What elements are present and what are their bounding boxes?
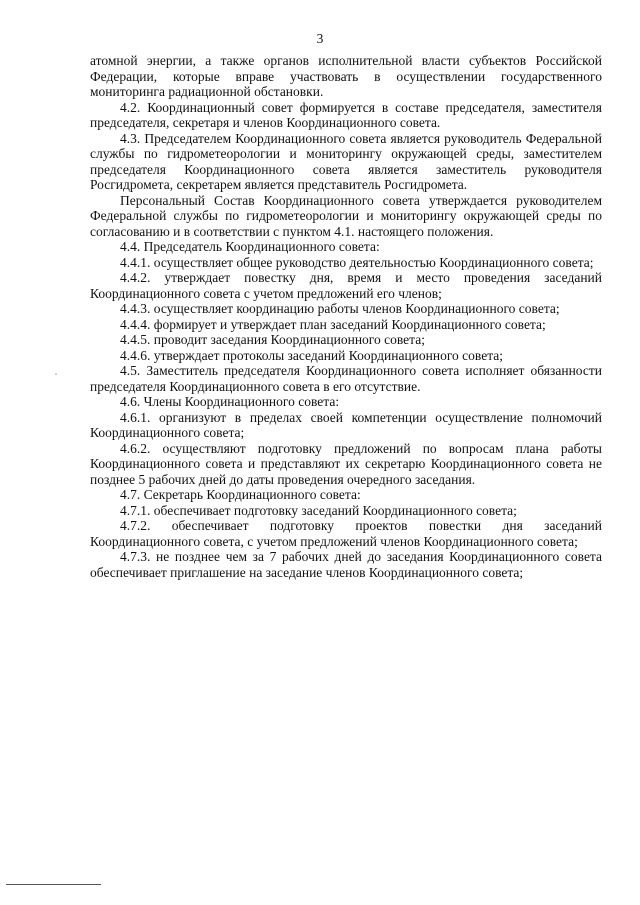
paragraph: 4.7.3. не позднее чем за 7 рабочих дней до заседания Координационного совета обеспечивает приглашение на заседание членов Координационного совета; [90,549,602,580]
paragraph: атомной энергии, а также органов исполнительной власти субъектов Российской Федерации, которые вправе участвовать в осуществлении государственного мониторинга радиационной обстановки. [90,53,602,99]
paragraph: 4.6. Члены Координационного совета: [120,394,340,409]
paragraph: 4.4.4. формирует и утверждает план заседаний Координационного совета; [120,316,546,332]
paragraph: 4.6.1. организуют в пределах своей компетенции осуществление полномочий Координационного совета; [90,409,602,440]
paragraph: 4.7.1. обеспечивает подготовку заседаний Координационного совета; [120,502,517,518]
document-body [90,53,602,580]
paragraph: 4.7. Секретарь Координационного совета: [120,487,361,502]
paragraph: 4.4.2. утверждает повестку дня, время и место проведения заседаний Координационного совета с учетом предложений его членов; [90,270,602,301]
scan-artifact [55,373,57,375]
footnote-separator [6,884,101,885]
paragraph: 4.2. Координационный совет формируется в составе председателя, заместителя председателя, секретаря и членов Координационного совета. [90,99,602,130]
paragraph: 4.4.1. осуществляет общее руководство деятельностью Координационного совета; [120,254,594,270]
paragraph: 4.7.2. обеспечивает подготовку проектов повестки дня заседаний Координационного совета, с учетом предложений членов Координационного совета; [90,518,602,549]
paragraph: 4.4.3. осуществляет координацию работы членов Координационного совета; [120,301,560,316]
paragraph: 4.6.2. осуществляют подготовку предложений по вопросам плана работы Координационного совета и представляют их секретарю Координационного совета не позднее 5 рабочих дней до даты проведения очередного заседания. [90,440,602,487]
paragraph: 4.4.6. утверждает протоколы заседаний Координационного совета; [120,347,504,363]
paragraph: 4.3. Председателем Координационного совета является руководитель Федеральной службы по гидрометеорологии и мониторингу окружающей среды, заместителем председателя Координационного совета является заместитель руководителя Росгидромета, секретарем является представитель Росгидромета. [90,130,602,192]
page-number: 3 [316,31,324,46]
paragraph: Персональный Состав Координационного совета утверждается руководителем Федеральной службы по гидрометеорологии и мониторингу окружающей среды по согласованию и в соответствии с пунктом 4.1. настоящего положения. [90,192,602,239]
paragraph: 4.4.5. проводит заседания Координационного совета; [120,332,425,347]
paragraph: 4.4. Председатель Координационного совета: [120,239,380,254]
paragraph: 4.5. Заместитель председателя Координационного совета исполняет обязанности председателя Координационного совета в его отсутствие. [90,363,602,394]
